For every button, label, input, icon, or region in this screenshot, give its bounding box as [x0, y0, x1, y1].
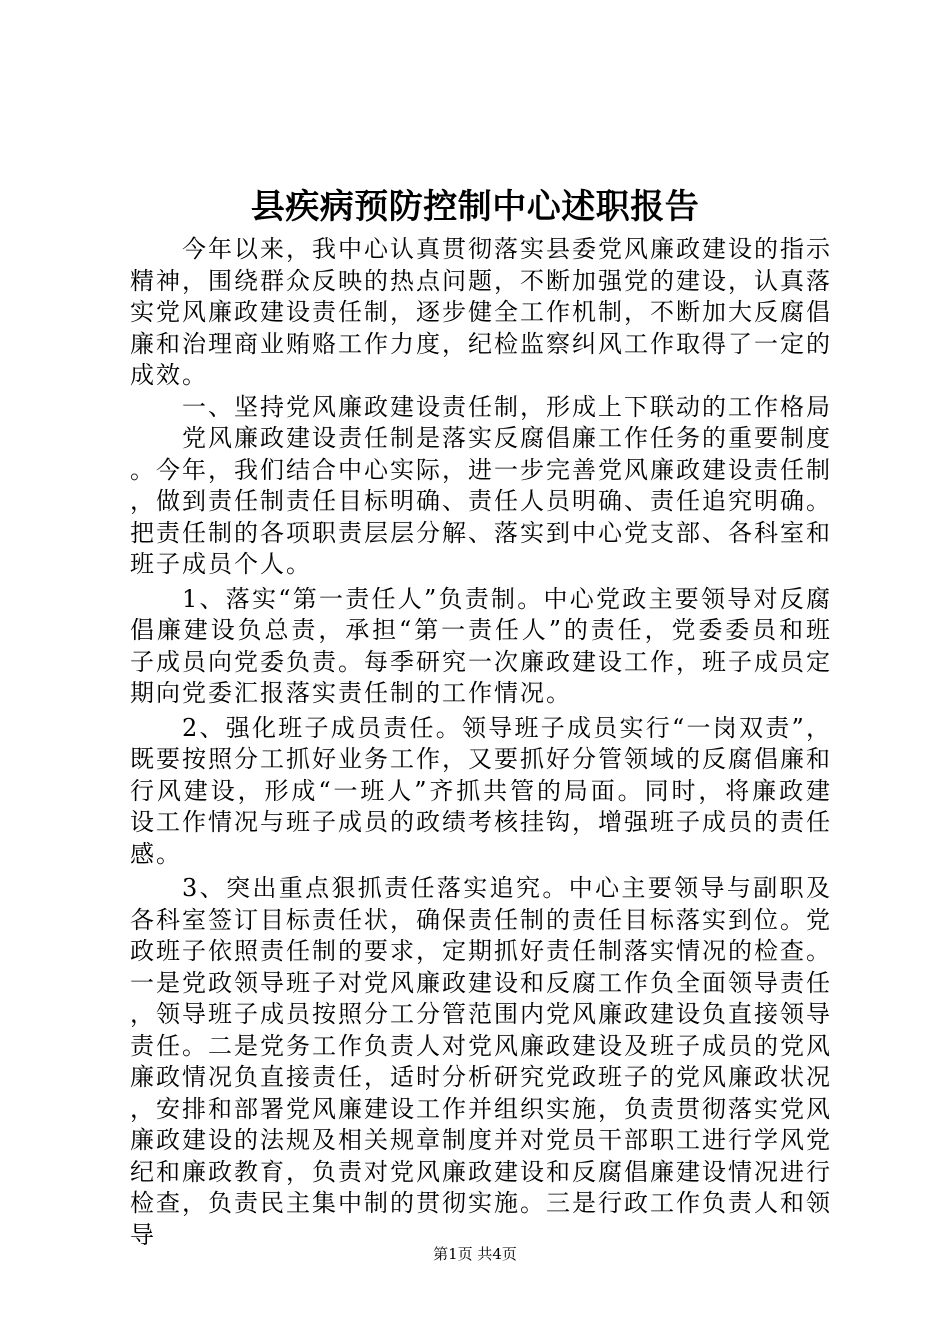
page-footer: 第1页 共4页: [433, 1245, 517, 1263]
section-heading-1: 一、坚持党风廉政建设责任制，形成上下联动的工作格局: [182, 392, 832, 421]
paragraph-item-3: 3、突出重点狠抓责任落实追究。中心主要领导与副职及各科室签订目标责任状，确保责任制的责任目标落实到位。党政班子依照责任制的要求，定期抓好责任制落实情况的检查。一是党政领导班子对党风廉政建设和反腐工作负全面领导责任，领导班子成员按照分工分管范围内党风廉政建设负直接领导责任。二是党务工作负责人对党风廉政建设及班子成员的党风廉政情况负直接责任，适时分析研究党政班子的党风廉政状况，安排和部署党风廉建设工作并组织实施，负责贯彻落实党风廉政建设的法规及相关规章制度并对党员干部职工进行学风党纪和廉政教育，负责对党风廉政建设和反腐倡廉建设情况进行检查，负责民主集中制的贯彻实施。三是行政工作负责人和领导: [130, 874, 832, 1249]
paragraph-responsibility-system: 党风廉政建设责任制是落实反腐倡廉工作任务的重要制度。今年，我们结合中心实际，进一步完善党风廉政建设责任制，做到责任制责任目标明确、责任人员明确、责任追究明确。把责任制的各项职责层层分解、落实到中心党支部、各科室和班子成员个人。: [130, 424, 832, 578]
document-body: [130, 234, 832, 1251]
paragraph-item-2: 2、强化班子成员责任。领导班子成员实行“一岗双责”，既要按照分工抓好业务工作，又要抓好分管领域的反腐倡廉和行风建设，形成“一班人”齐抓共管的局面。同时，将廉政建设工作情况与班子成员的政绩考核挂钩，增强班子成员的责任感。: [130, 713, 832, 868]
paragraph-intro: 今年以来，我中心认真贯彻落实县委党风廉政建设的指示精神，围绕群众反映的热点问题，不断加强党的建设，认真落实党风廉政建设责任制，逐步健全工作机制，不断加大反腐倡廉和治理商业贿赂工作力度，纪检监察纠风工作取得了一定的成效。: [130, 235, 832, 389]
paragraph-item-1: 1、落实“第一责任人”负责制。中心党政主要领导对反腐倡廉建设负总责，承担“第一责任人”的责任，党委委员和班子成员向党委负责。每季研究一次廉政建设工作，班子成员定期向党委汇报落实责任制的工作情况。: [130, 584, 832, 707]
document-title: 县疾病预防控制中心述职报告: [250, 187, 700, 227]
